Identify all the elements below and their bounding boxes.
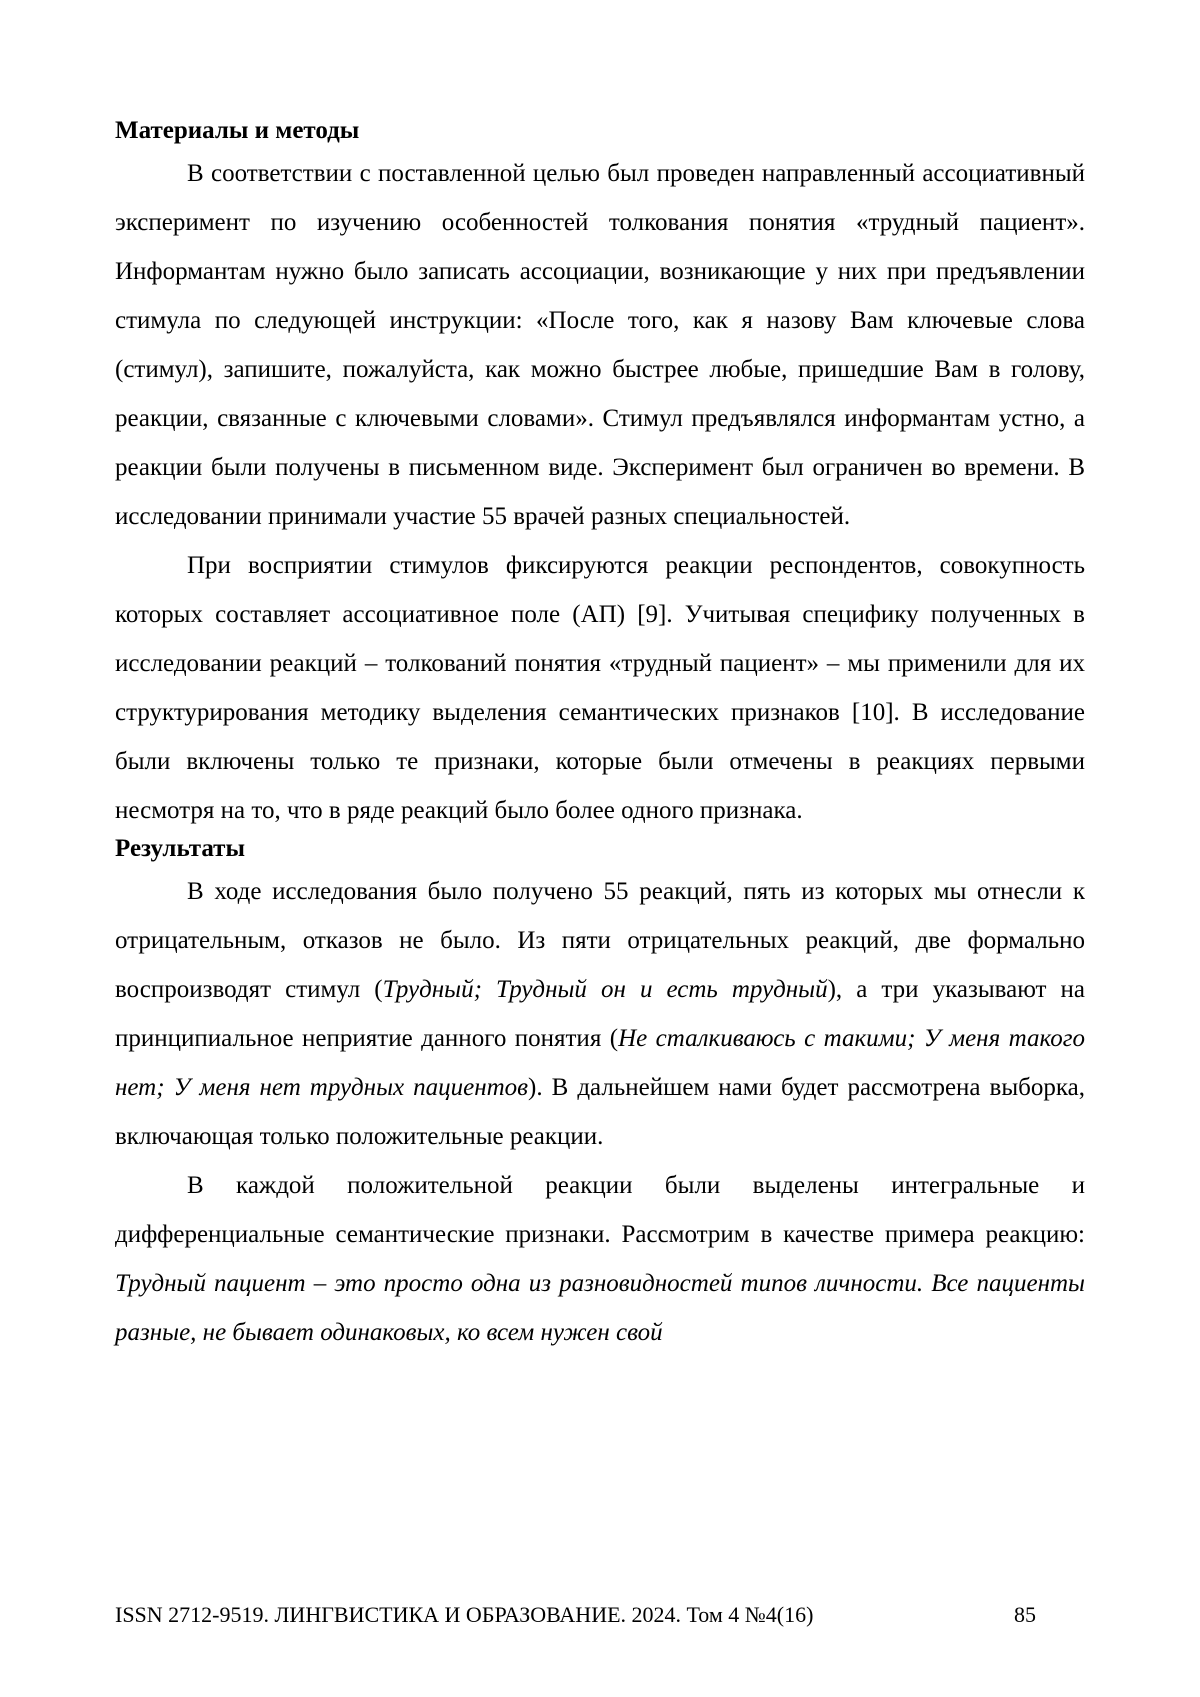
paragraph-text: В ходе исследования было получено 55 реакций, пять из которых мы отнесли к отрицательным, отказов не было. Из пяти отрицательных реакций, две формально воспроизводят стимул ( [115, 878, 1085, 1003]
italic-example: Трудный пациент – это просто одна из разновидностей типов личности. Все пациенты разные, не бывает одинаковых, ко всем нужен свой [115, 1270, 1085, 1346]
journal-citation: ISSN 2712-9519. ЛИНГВИСТИКА И ОБРАЗОВАНИЕ. 2024. Том 4 №4(16) [115, 1602, 814, 1627]
page-body [115, 113, 1085, 1357]
paragraph-results-2 [115, 1161, 1085, 1357]
italic-example: Трудный; Трудный он и есть трудный [382, 976, 828, 1003]
paragraph-text: В каждой положительной реакции были выделены интегральные и дифференциальные семантические признаки. Рассмотрим в качестве примера реакцию: [115, 1172, 1085, 1248]
paragraph-text: В соответствии с поставленной целью был проведен направленный ассоциативный эксперимент по изучению особенностей толкования понятия «трудный пациент». Информантам нужно было записать ассоциации, возникающие у них при предъявлении стимула по следующей инструкции: «После того, как я назову Вам ключевые слова (стимул), запишите, пожалуйста, как можно быстрее любые, пришедшие Вам в голову, реакции, связанные с ключевыми словами». Стимул предъявлялся информантам устно, а реакции были получены в письменном виде. Эксперимент был ограничен во времени. В исследовании принимали участие 55 врачей разных специальностей. [115, 160, 1085, 530]
page-number: 85 [1014, 1602, 1036, 1627]
paragraph-text: При восприятии стимулов фиксируются реакции респондентов, совокупность которых составляет ассоциативное поле (АП) [9]. Учитывая специфику полученных в исследовании реакций – толкований понятия «трудный пациент» – мы применили для их структурирования методику выделения семантических признаков [10]. В исследование были включены только те признаки, которые были отмечены в реакциях первыми несмотря на то, что в ряде реакций было более одного признака. [115, 552, 1085, 824]
paragraph-text: ), а три указывают на принципиальное неприятие данного понятия ( [115, 976, 1086, 1052]
paragraph-methods-1 [115, 149, 1085, 541]
italic-example: Не сталкиваюсь с такими; У меня такого нет; У меня нет трудных пациентов [115, 1025, 1085, 1101]
paragraph-results-1 [115, 867, 1085, 1161]
section-heading-results: Результаты [115, 835, 245, 862]
paragraph-text: ). В дальнейшем нами будет рассмотрена выборка, включающая только положительные реакции. [115, 1074, 1085, 1150]
section-heading-methods: Материалы и методы [115, 117, 360, 144]
paragraph-methods-2 [115, 541, 1085, 835]
